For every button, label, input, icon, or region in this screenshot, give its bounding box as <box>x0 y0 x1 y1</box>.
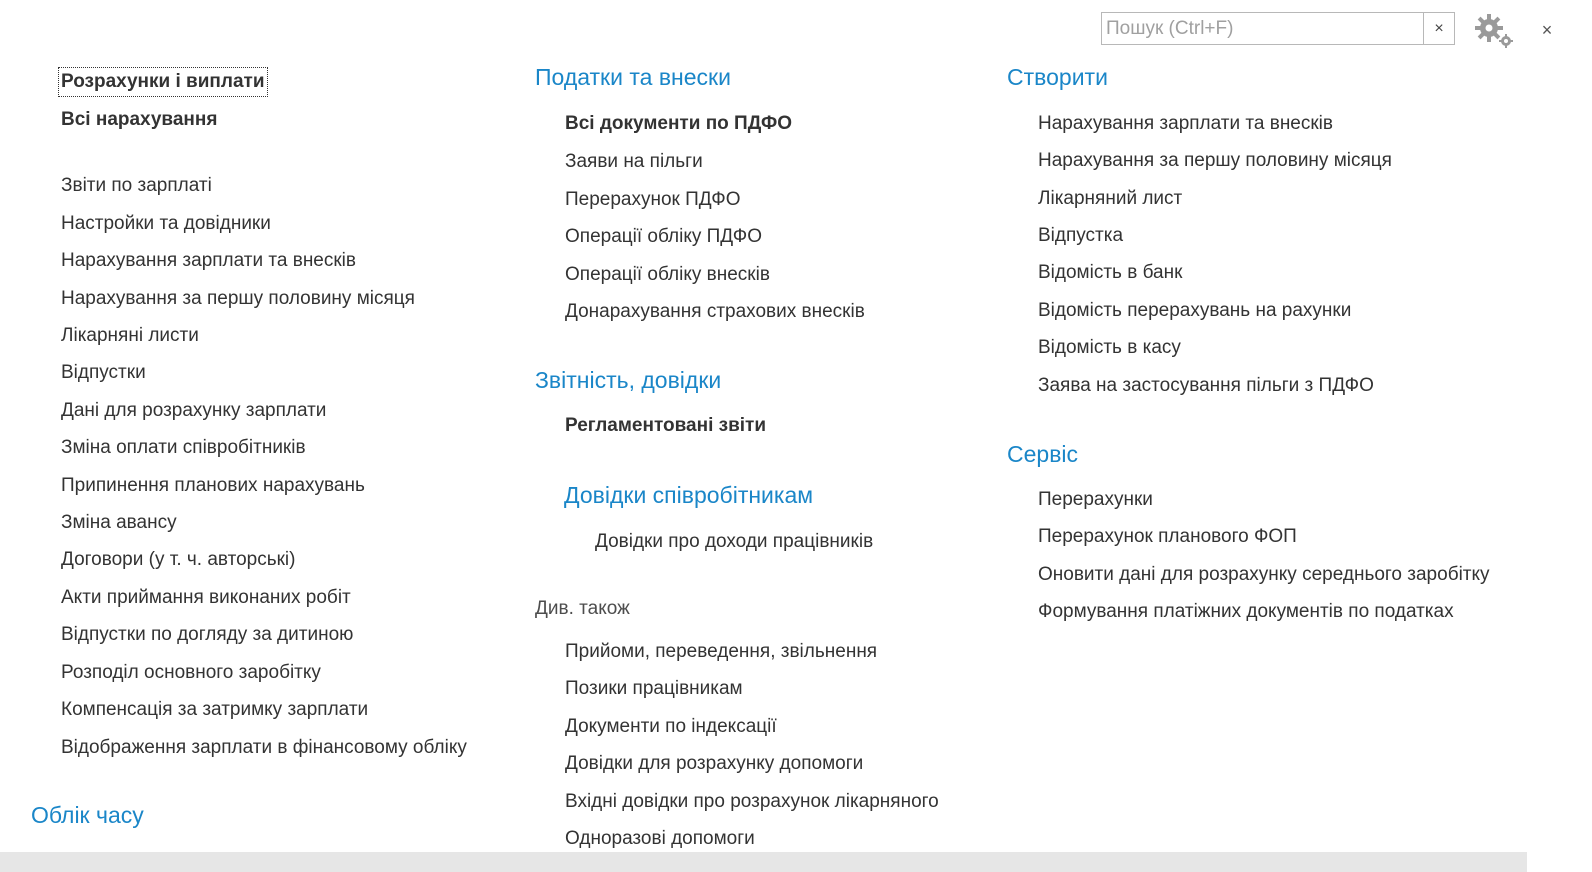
create-link[interactable]: Відомість в касу <box>1038 337 1181 358</box>
search-clear-button[interactable] <box>1423 12 1455 45</box>
service-link[interactable]: Перерахунок планового ФОП <box>1038 526 1297 547</box>
col1-link[interactable]: Договори (у т. ч. авторські) <box>61 549 296 570</box>
col1-link[interactable]: Припинення планових нарахувань <box>61 475 365 496</box>
link-payroll-and-payments[interactable]: Розрахунки і виплати <box>61 71 265 92</box>
employee-refs-link[interactable]: Довідки про доходи працівників <box>595 531 874 552</box>
col1-link[interactable]: Дані для розрахунку зарплати <box>61 400 327 421</box>
see-also-link[interactable]: Документи по індексації <box>565 716 777 737</box>
link-all-accruals[interactable]: Всі нарахування <box>61 109 218 130</box>
clear-icon: × <box>1434 19 1444 37</box>
see-also-heading: Див. також <box>535 598 630 619</box>
col1-link[interactable]: Акти приймання виконаних робіт <box>61 587 351 608</box>
create-link[interactable]: Відпустка <box>1038 225 1124 246</box>
see-also-link[interactable]: Довідки для розрахунку допомоги <box>565 753 864 774</box>
search-input[interactable] <box>1102 13 1423 44</box>
see-also-link[interactable]: Прийоми, переведення, звільнення <box>565 641 878 662</box>
section-create[interactable]: Створити <box>1007 64 1108 90</box>
close-button[interactable] <box>1538 20 1556 40</box>
col1-link[interactable]: Компенсація за затримку зарплати <box>61 699 369 720</box>
taxes-link[interactable]: Заяви на пільги <box>565 151 703 172</box>
see-also-link[interactable]: Позики працівникам <box>565 678 743 699</box>
col1-link[interactable]: Відпустки по догляду за дитиною <box>61 624 354 645</box>
taxes-link[interactable]: Перерахунок ПДФО <box>565 189 741 210</box>
settings-button[interactable] <box>1472 11 1516 49</box>
col1-link[interactable]: Нарахування зарплати та внесків <box>61 250 357 271</box>
col1-link[interactable]: Лікарняні листи <box>61 325 199 346</box>
see-also-link[interactable]: Одноразові допомоги <box>565 828 755 849</box>
taxes-link[interactable]: Операції обліку ПДФО <box>565 226 762 247</box>
col1-link[interactable]: Відображення зарплати в фінансовому обліку <box>61 737 467 758</box>
col1-link[interactable]: Розподіл основного заробітку <box>61 662 321 683</box>
service-link[interactable]: Перерахунки <box>1038 489 1153 510</box>
service-link[interactable]: Формування платіжних документів по податках <box>1038 601 1454 622</box>
section-time-tracking[interactable]: Облік часу <box>31 802 144 828</box>
section-service[interactable]: Сервіс <box>1007 441 1079 467</box>
taxes-link[interactable]: Донарахування страхових внесків <box>565 301 865 322</box>
col1-link[interactable]: Зміна оплати співробітників <box>61 437 306 458</box>
col1-link[interactable]: Нарахування за першу половину місяця <box>61 288 415 309</box>
col1-link[interactable]: Зміна авансу <box>61 512 177 533</box>
create-link[interactable]: Лікарняний лист <box>1038 188 1183 209</box>
link-all-pdfo-documents[interactable]: Всі документи по ПДФО <box>565 113 792 134</box>
service-link[interactable]: Оновити дані для розрахунку середнього заробітку <box>1038 564 1490 585</box>
gear-icon <box>1472 11 1516 49</box>
section-employee-references[interactable]: Довідки співробітникам <box>564 482 814 508</box>
create-link[interactable]: Відомість в банк <box>1038 262 1183 283</box>
create-link[interactable]: Нарахування зарплати та внесків <box>1038 113 1334 134</box>
search-box[interactable] <box>1101 12 1423 45</box>
col1-link[interactable]: Відпустки <box>61 362 146 383</box>
col1-link[interactable]: Настройки та довідники <box>61 213 271 234</box>
create-link[interactable]: Відомість перерахувань на рахунки <box>1038 300 1352 321</box>
create-link[interactable]: Нарахування за першу половину місяця <box>1038 150 1392 171</box>
col1-link[interactable]: Звіти по зарплаті <box>61 175 212 196</box>
horizontal-scrollbar[interactable] <box>0 852 1527 872</box>
section-taxes[interactable]: Податки та внески <box>535 64 731 90</box>
section-reporting[interactable]: Звітність, довідки <box>535 367 722 393</box>
create-link[interactable]: Заява на застосування пільги з ПДФО <box>1038 375 1374 396</box>
see-also-link[interactable]: Вхідні довідки про розрахунок лікарняного <box>565 791 939 812</box>
close-icon: × <box>1541 20 1553 40</box>
link-regulated-reports[interactable]: Регламентовані звіти <box>565 415 767 436</box>
taxes-link[interactable]: Операції обліку внесків <box>565 264 770 285</box>
